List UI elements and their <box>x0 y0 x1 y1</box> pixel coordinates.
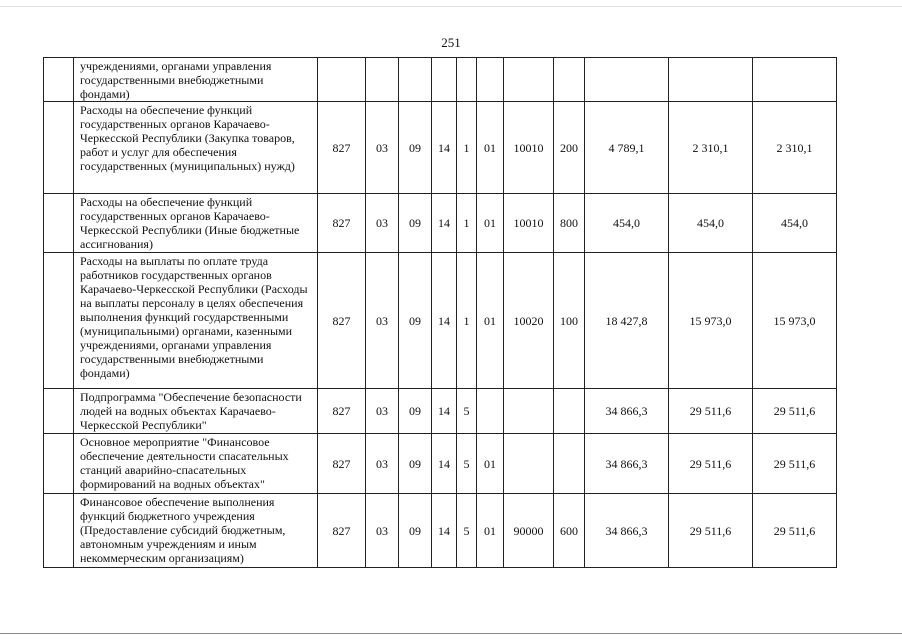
expense-name-cell: Подпрограмма "Обеспечение безопасности людей на водных объектах Карачаево-Черкесской Республики" <box>74 389 318 434</box>
expense-name-cell: Основное мероприятие "Финансовое обеспечение деятельности спасательных станций аварийно-спасательных формирований на водных объектах" <box>74 434 318 494</box>
amount-year-1-cell: 18 427,8 <box>585 253 669 389</box>
expense-direction-code-cell <box>504 389 554 434</box>
expense-type-cell <box>554 58 585 102</box>
program-code-cell: 14 <box>432 494 457 568</box>
subprogram-code-cell: 1 <box>457 102 477 194</box>
grbs-cell: 827 <box>318 253 366 389</box>
main-activity-code-cell <box>477 389 504 434</box>
grbs-cell: 827 <box>318 102 366 194</box>
amount-year-1-cell: 34 866,3 <box>585 389 669 434</box>
table-row <box>44 253 837 389</box>
amount-year-2-cell: 29 511,6 <box>669 434 753 494</box>
amount-year-1-cell: 34 866,3 <box>585 494 669 568</box>
section-cell: 03 <box>366 253 399 389</box>
subprogram-code-cell: 5 <box>457 494 477 568</box>
row-number-cell <box>44 253 74 389</box>
amount-year-3-cell <box>753 58 837 102</box>
row-number-cell <box>44 58 74 102</box>
program-code-cell: 14 <box>432 253 457 389</box>
scan-edge-line <box>0 6 902 7</box>
grbs-cell: 827 <box>318 494 366 568</box>
section-cell: 03 <box>366 494 399 568</box>
subprogram-code-cell: 1 <box>457 253 477 389</box>
expense-type-cell <box>554 434 585 494</box>
amount-year-3-cell: 15 973,0 <box>753 253 837 389</box>
main-activity-code-cell: 01 <box>477 253 504 389</box>
subsection-cell: 09 <box>399 194 432 253</box>
budget-table <box>43 57 837 568</box>
subprogram-code-cell: 5 <box>457 434 477 494</box>
page-number: 251 <box>441 35 461 50</box>
expense-direction-code-cell: 10010 <box>504 194 554 253</box>
amount-year-2-cell: 29 511,6 <box>669 494 753 568</box>
row-number-cell <box>44 434 74 494</box>
subsection-cell: 09 <box>399 102 432 194</box>
section-cell: 03 <box>366 194 399 253</box>
main-activity-code-cell: 01 <box>477 102 504 194</box>
expense-type-cell: 200 <box>554 102 585 194</box>
amount-year-2-cell: 15 973,0 <box>669 253 753 389</box>
amount-year-1-cell: 34 866,3 <box>585 434 669 494</box>
expense-direction-code-cell <box>504 58 554 102</box>
expense-direction-code-cell <box>504 434 554 494</box>
main-activity-code-cell: 01 <box>477 494 504 568</box>
table-row <box>44 434 837 494</box>
row-number-cell <box>44 494 74 568</box>
main-activity-code-cell <box>477 58 504 102</box>
grbs-cell: 827 <box>318 434 366 494</box>
program-code-cell: 14 <box>432 434 457 494</box>
expense-name-cell: Финансовое обеспечение выполнения функций бюджетного учреждения (Предоставление субсидий бюджетным, автономным учреждениям и иным некоммерческим организациям) <box>74 494 318 568</box>
amount-year-3-cell: 29 511,6 <box>753 434 837 494</box>
section-cell: 03 <box>366 102 399 194</box>
expense-direction-code-cell: 10020 <box>504 253 554 389</box>
main-activity-code-cell: 01 <box>477 434 504 494</box>
row-number-cell <box>44 194 74 253</box>
grbs-cell <box>318 58 366 102</box>
expense-type-cell: 800 <box>554 194 585 253</box>
amount-year-2-cell: 2 310,1 <box>669 102 753 194</box>
amount-year-3-cell: 454,0 <box>753 194 837 253</box>
subsection-cell: 09 <box>399 434 432 494</box>
subprogram-code-cell: 5 <box>457 389 477 434</box>
amount-year-3-cell: 2 310,1 <box>753 102 837 194</box>
section-cell: 03 <box>366 389 399 434</box>
expense-type-cell: 100 <box>554 253 585 389</box>
table-row <box>44 58 837 102</box>
expense-direction-code-cell: 10010 <box>504 102 554 194</box>
amount-year-1-cell: 4 789,1 <box>585 102 669 194</box>
expense-name-cell: учреждениями, органами управления государственными внебюджетными фондами) <box>74 58 318 102</box>
section-cell <box>366 58 399 102</box>
table-row <box>44 102 837 194</box>
subsection-cell: 09 <box>399 253 432 389</box>
amount-year-1-cell: 454,0 <box>585 194 669 253</box>
grbs-cell: 827 <box>318 389 366 434</box>
amount-year-3-cell: 29 511,6 <box>753 494 837 568</box>
table-row <box>44 194 837 253</box>
subsection-cell <box>399 58 432 102</box>
table-row <box>44 494 837 568</box>
expense-name-cell: Расходы на обеспечение функций государственных органов Карачаево-Черкесской Республики (Иные бюджетные ассигнования) <box>74 194 318 253</box>
expense-name-cell: Расходы на выплаты по оплате труда работников государственных органов Карачаево-Черкесской Республики (Расходы на выплаты персоналу в целях обеспечения выполнения функций государственными (муниципальными) органами, казенными учреждениями, органами управления государственными внебюджетными фондами) <box>74 253 318 389</box>
scan-bottom-line <box>0 633 902 634</box>
section-cell: 03 <box>366 434 399 494</box>
subprogram-code-cell <box>457 58 477 102</box>
program-code-cell: 14 <box>432 389 457 434</box>
expense-direction-code-cell: 90000 <box>504 494 554 568</box>
subprogram-code-cell: 1 <box>457 194 477 253</box>
expense-name-cell: Расходы на обеспечение функций государственных органов Карачаево-Черкесской Республики (Закупка товаров, работ и услуг для обеспечения государственных (муниципальных) нужд) <box>74 102 318 194</box>
program-code-cell: 14 <box>432 102 457 194</box>
amount-year-2-cell: 454,0 <box>669 194 753 253</box>
amount-year-3-cell: 29 511,6 <box>753 389 837 434</box>
expense-type-cell: 600 <box>554 494 585 568</box>
row-number-cell <box>44 102 74 194</box>
table-row <box>44 389 837 434</box>
amount-year-1-cell <box>585 58 669 102</box>
grbs-cell: 827 <box>318 194 366 253</box>
amount-year-2-cell: 29 511,6 <box>669 389 753 434</box>
amount-year-2-cell <box>669 58 753 102</box>
program-code-cell <box>432 58 457 102</box>
program-code-cell: 14 <box>432 194 457 253</box>
subsection-cell: 09 <box>399 494 432 568</box>
row-number-cell <box>44 389 74 434</box>
main-activity-code-cell: 01 <box>477 194 504 253</box>
expense-type-cell <box>554 389 585 434</box>
subsection-cell: 09 <box>399 389 432 434</box>
